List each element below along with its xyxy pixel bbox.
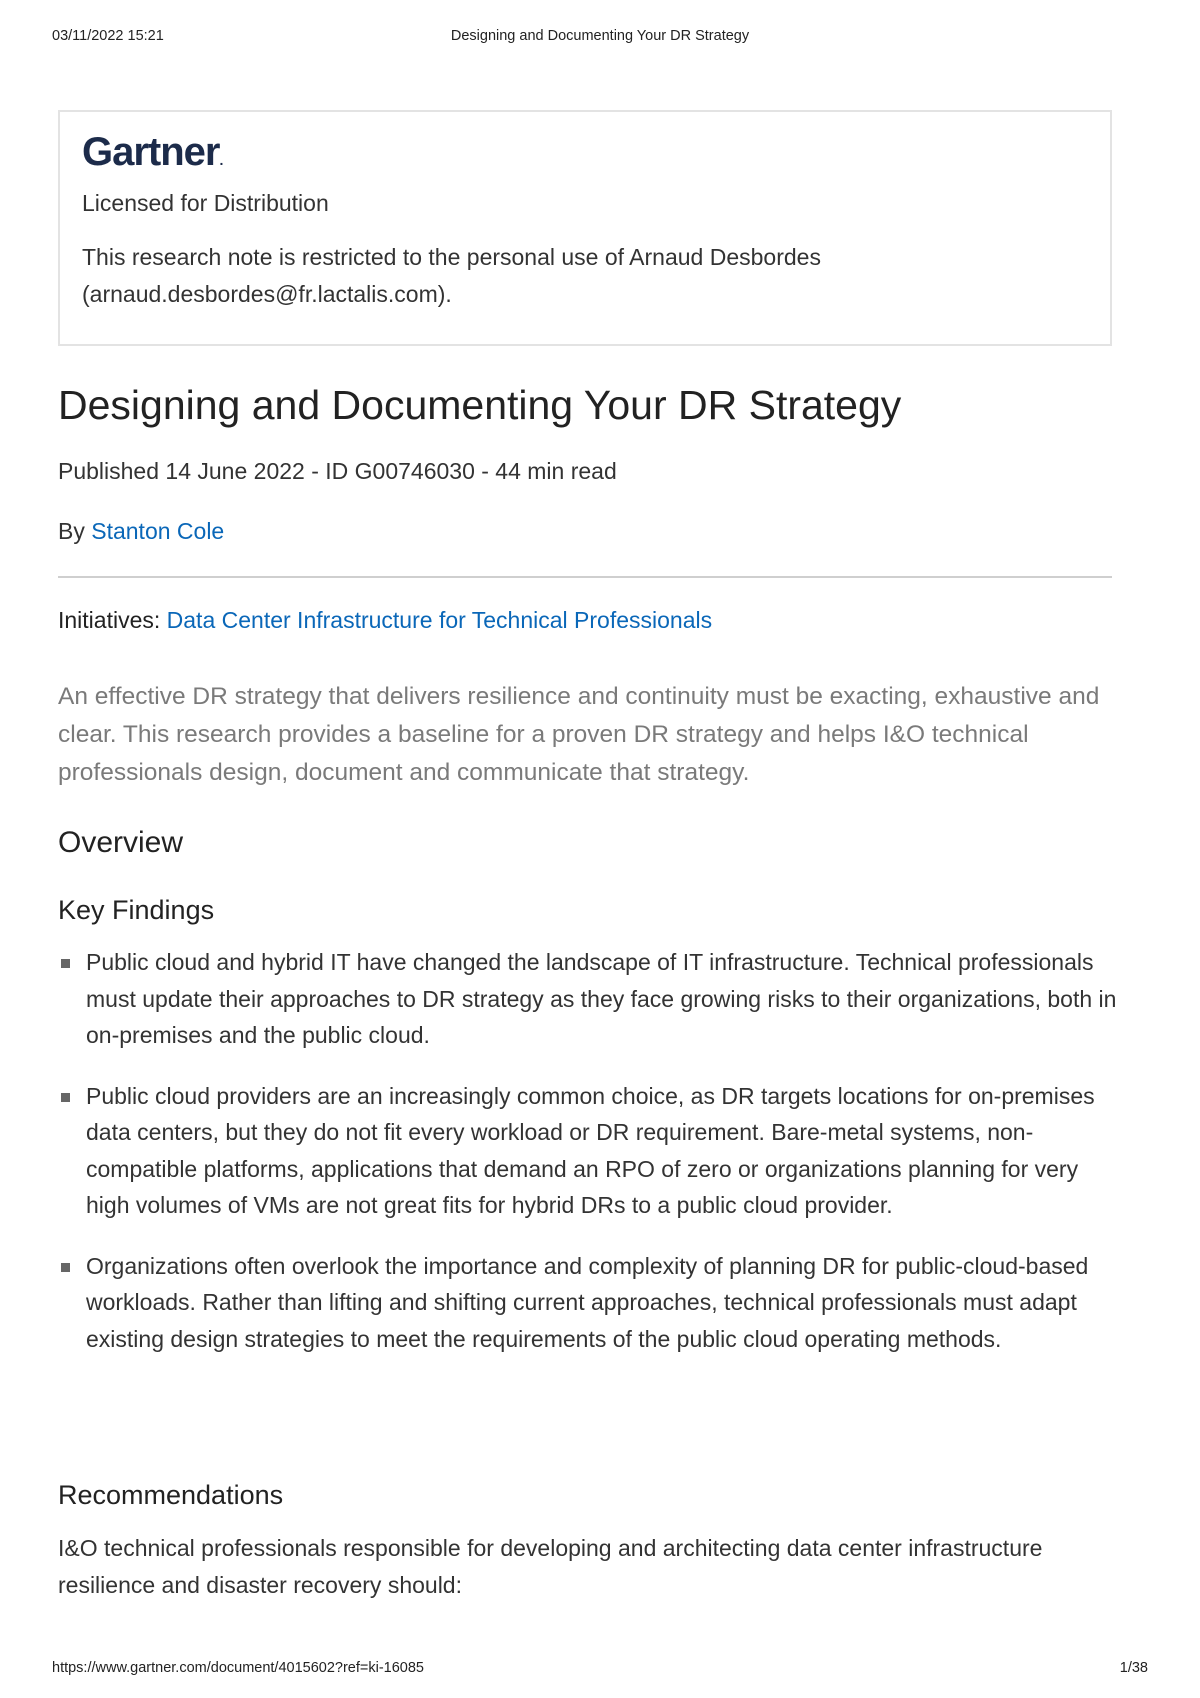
license-box	[58, 110, 1112, 346]
divider	[58, 576, 1112, 578]
initiatives-link[interactable]: Data Center Infrastructure for Technical Professionals	[166, 607, 713, 633]
document-title: Designing and Documenting Your DR Strategy	[58, 382, 902, 428]
byline	[58, 518, 224, 545]
initiatives	[58, 607, 712, 634]
bullet-icon	[61, 1263, 70, 1272]
overview-heading: Overview	[58, 826, 184, 859]
page-number: 1/38	[1119, 1660, 1148, 1676]
gartner-logo: Gartner.	[82, 130, 223, 174]
license-note	[82, 239, 1088, 313]
bullet-icon	[61, 959, 70, 968]
print-footer	[52, 1660, 1148, 1680]
print-doc-title: Designing and Documenting Your DR Strategy	[450, 28, 750, 44]
license-note-line2: (arnaud.desbordes@fr.lactalis.com).	[82, 281, 452, 307]
by-label: By	[58, 518, 85, 544]
author-link[interactable]: Stanton Cole	[91, 518, 225, 544]
license-label: Licensed for Distribution	[82, 190, 329, 216]
recommendations-heading: Recommendations	[58, 1480, 284, 1510]
recommendations-intro: I&O technical professionals responsible for developing and architecting data center infrastructure resilience and disaster recovery should:	[58, 1535, 1043, 1598]
list-item: Organizations often overlook the importance and complexity of planning DR for public-cloud-based workloads. Rather than lifting and shifting current approaches, technical professionals must adapt existing design strategies to meet the requirements of the public cloud operating methods.	[58, 1248, 1118, 1358]
print-url: https://www.gartner.com/document/4015602?ref=ki-16085	[52, 1660, 424, 1676]
bullet-icon	[61, 1093, 70, 1102]
list-item: Public cloud and hybrid IT have changed the landscape of IT infrastructure. Technical professionals must update their approaches to DR strategy as they face growing risks to their organizations, both in on-premises and the public cloud.	[58, 944, 1118, 1054]
publication-meta: Published 14 June 2022 - ID G00746030 - 44 min read	[58, 458, 617, 484]
summary: An effective DR strategy that delivers resilience and continuity must be exacting, exhaustive and clear. This research provides a baseline for a proven DR strategy and helps I&O technical professionals design, document and communicate that strategy.	[58, 683, 1100, 786]
key-findings-list	[58, 944, 1118, 1381]
key-findings-heading: Key Findings	[58, 895, 215, 925]
print-date: 03/11/2022 15:21	[52, 28, 164, 44]
initiatives-label: Initiatives:	[58, 607, 161, 633]
license-note-line1: This research note is restricted to the personal use of Arnaud Desbordes	[82, 244, 821, 270]
print-header	[52, 28, 1148, 48]
list-item: Public cloud providers are an increasingly common choice, as DR targets locations for on-premises data centers, but they do not fit every workload or DR requirement. Bare-metal systems, non-compatible platforms, applications that demand an RPO of zero or organizations planning for very high volumes of VMs are not great fits for hybrid DRs to a public cloud provider.	[58, 1078, 1118, 1224]
